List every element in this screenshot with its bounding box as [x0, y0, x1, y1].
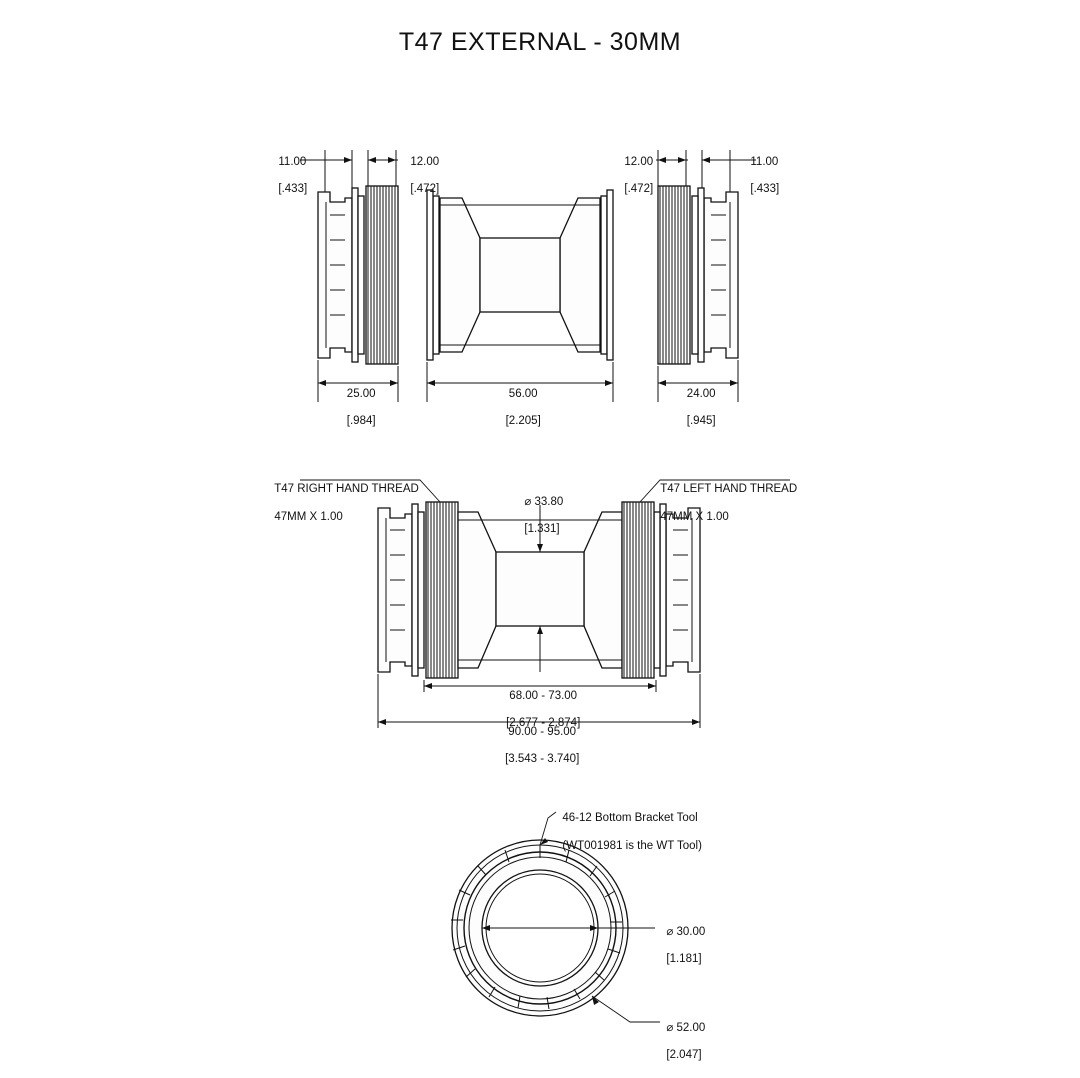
dim-overall-width-range	[378, 712, 700, 766]
dim-left-cup-length	[318, 374, 398, 428]
dim-value: 12.00	[624, 155, 654, 168]
dim-inch: [.984]	[346, 414, 376, 427]
dim-value: ⌀ 33.80	[524, 495, 564, 508]
dim-left-outer-width	[272, 142, 307, 196]
mid-right-cup	[622, 502, 700, 678]
dim-inch: [.472]	[410, 182, 440, 195]
dim-inch: [.433]	[750, 182, 780, 195]
note-left-hand-thread	[654, 468, 797, 524]
outer-dia-leader	[592, 996, 660, 1022]
top-dimension-arrows	[344, 157, 710, 163]
left-cup	[318, 186, 398, 364]
mid-left-cup	[378, 502, 458, 678]
dim-value: 68.00 - 73.00	[509, 689, 578, 702]
dim-inch: [.433]	[278, 182, 308, 195]
note-line-1: T47 LEFT HAND THREAD	[660, 483, 798, 495]
dim-inch: [2.047]	[666, 1048, 702, 1061]
dim-inch: [1.331]	[524, 522, 560, 535]
dim-spindle-bore-dia	[518, 482, 563, 536]
dim-inch: [.945]	[686, 414, 716, 427]
dim-inch: [2.677 - 2.874]	[506, 716, 581, 729]
dim-right-cup-length	[658, 374, 738, 428]
note-line-2: 47MM X 1.00	[274, 511, 343, 523]
dim-right-thread-width	[618, 142, 653, 196]
dim-value: ⌀ 30.00	[666, 925, 706, 938]
dim-inch: [2.205]	[505, 414, 541, 427]
dim-spindle-dia	[660, 912, 705, 966]
note-line-2: 47MM X 1.00	[660, 511, 729, 523]
page-title: T47 EXTERNAL - 30MM	[398, 28, 682, 56]
dim-value: 90.00 - 95.00	[508, 725, 577, 738]
note-tool-callout	[556, 797, 702, 853]
center-sleeve	[427, 190, 613, 360]
dim-inch: [1.181]	[666, 952, 702, 965]
dim-value: 24.00	[686, 387, 716, 400]
top-view-group	[300, 150, 756, 402]
dim-cup-outer-dia	[660, 1008, 705, 1062]
dim-value: 56.00	[508, 387, 538, 400]
dim-left-thread-width	[404, 142, 439, 196]
dim-value: 12.00	[410, 155, 440, 168]
note-right-hand-thread	[268, 468, 419, 524]
right-cup	[658, 186, 738, 364]
dim-value: 11.00	[278, 155, 307, 168]
dim-value: 25.00	[346, 387, 376, 400]
dim-value: ⌀ 52.00	[666, 1021, 706, 1034]
note-line-1: 46-12 Bottom Bracket Tool	[562, 812, 698, 824]
note-line-1: T47 RIGHT HAND THREAD	[274, 483, 419, 495]
dim-inch: [.472]	[624, 182, 654, 195]
note-line-2: (WT001981 is the WT Tool)	[562, 840, 702, 852]
dim-inch: [3.543 - 3.740]	[505, 752, 580, 765]
dim-value: 11.00	[750, 155, 779, 168]
dim-right-outer-width	[744, 142, 779, 196]
dim-shell-length	[440, 374, 600, 428]
